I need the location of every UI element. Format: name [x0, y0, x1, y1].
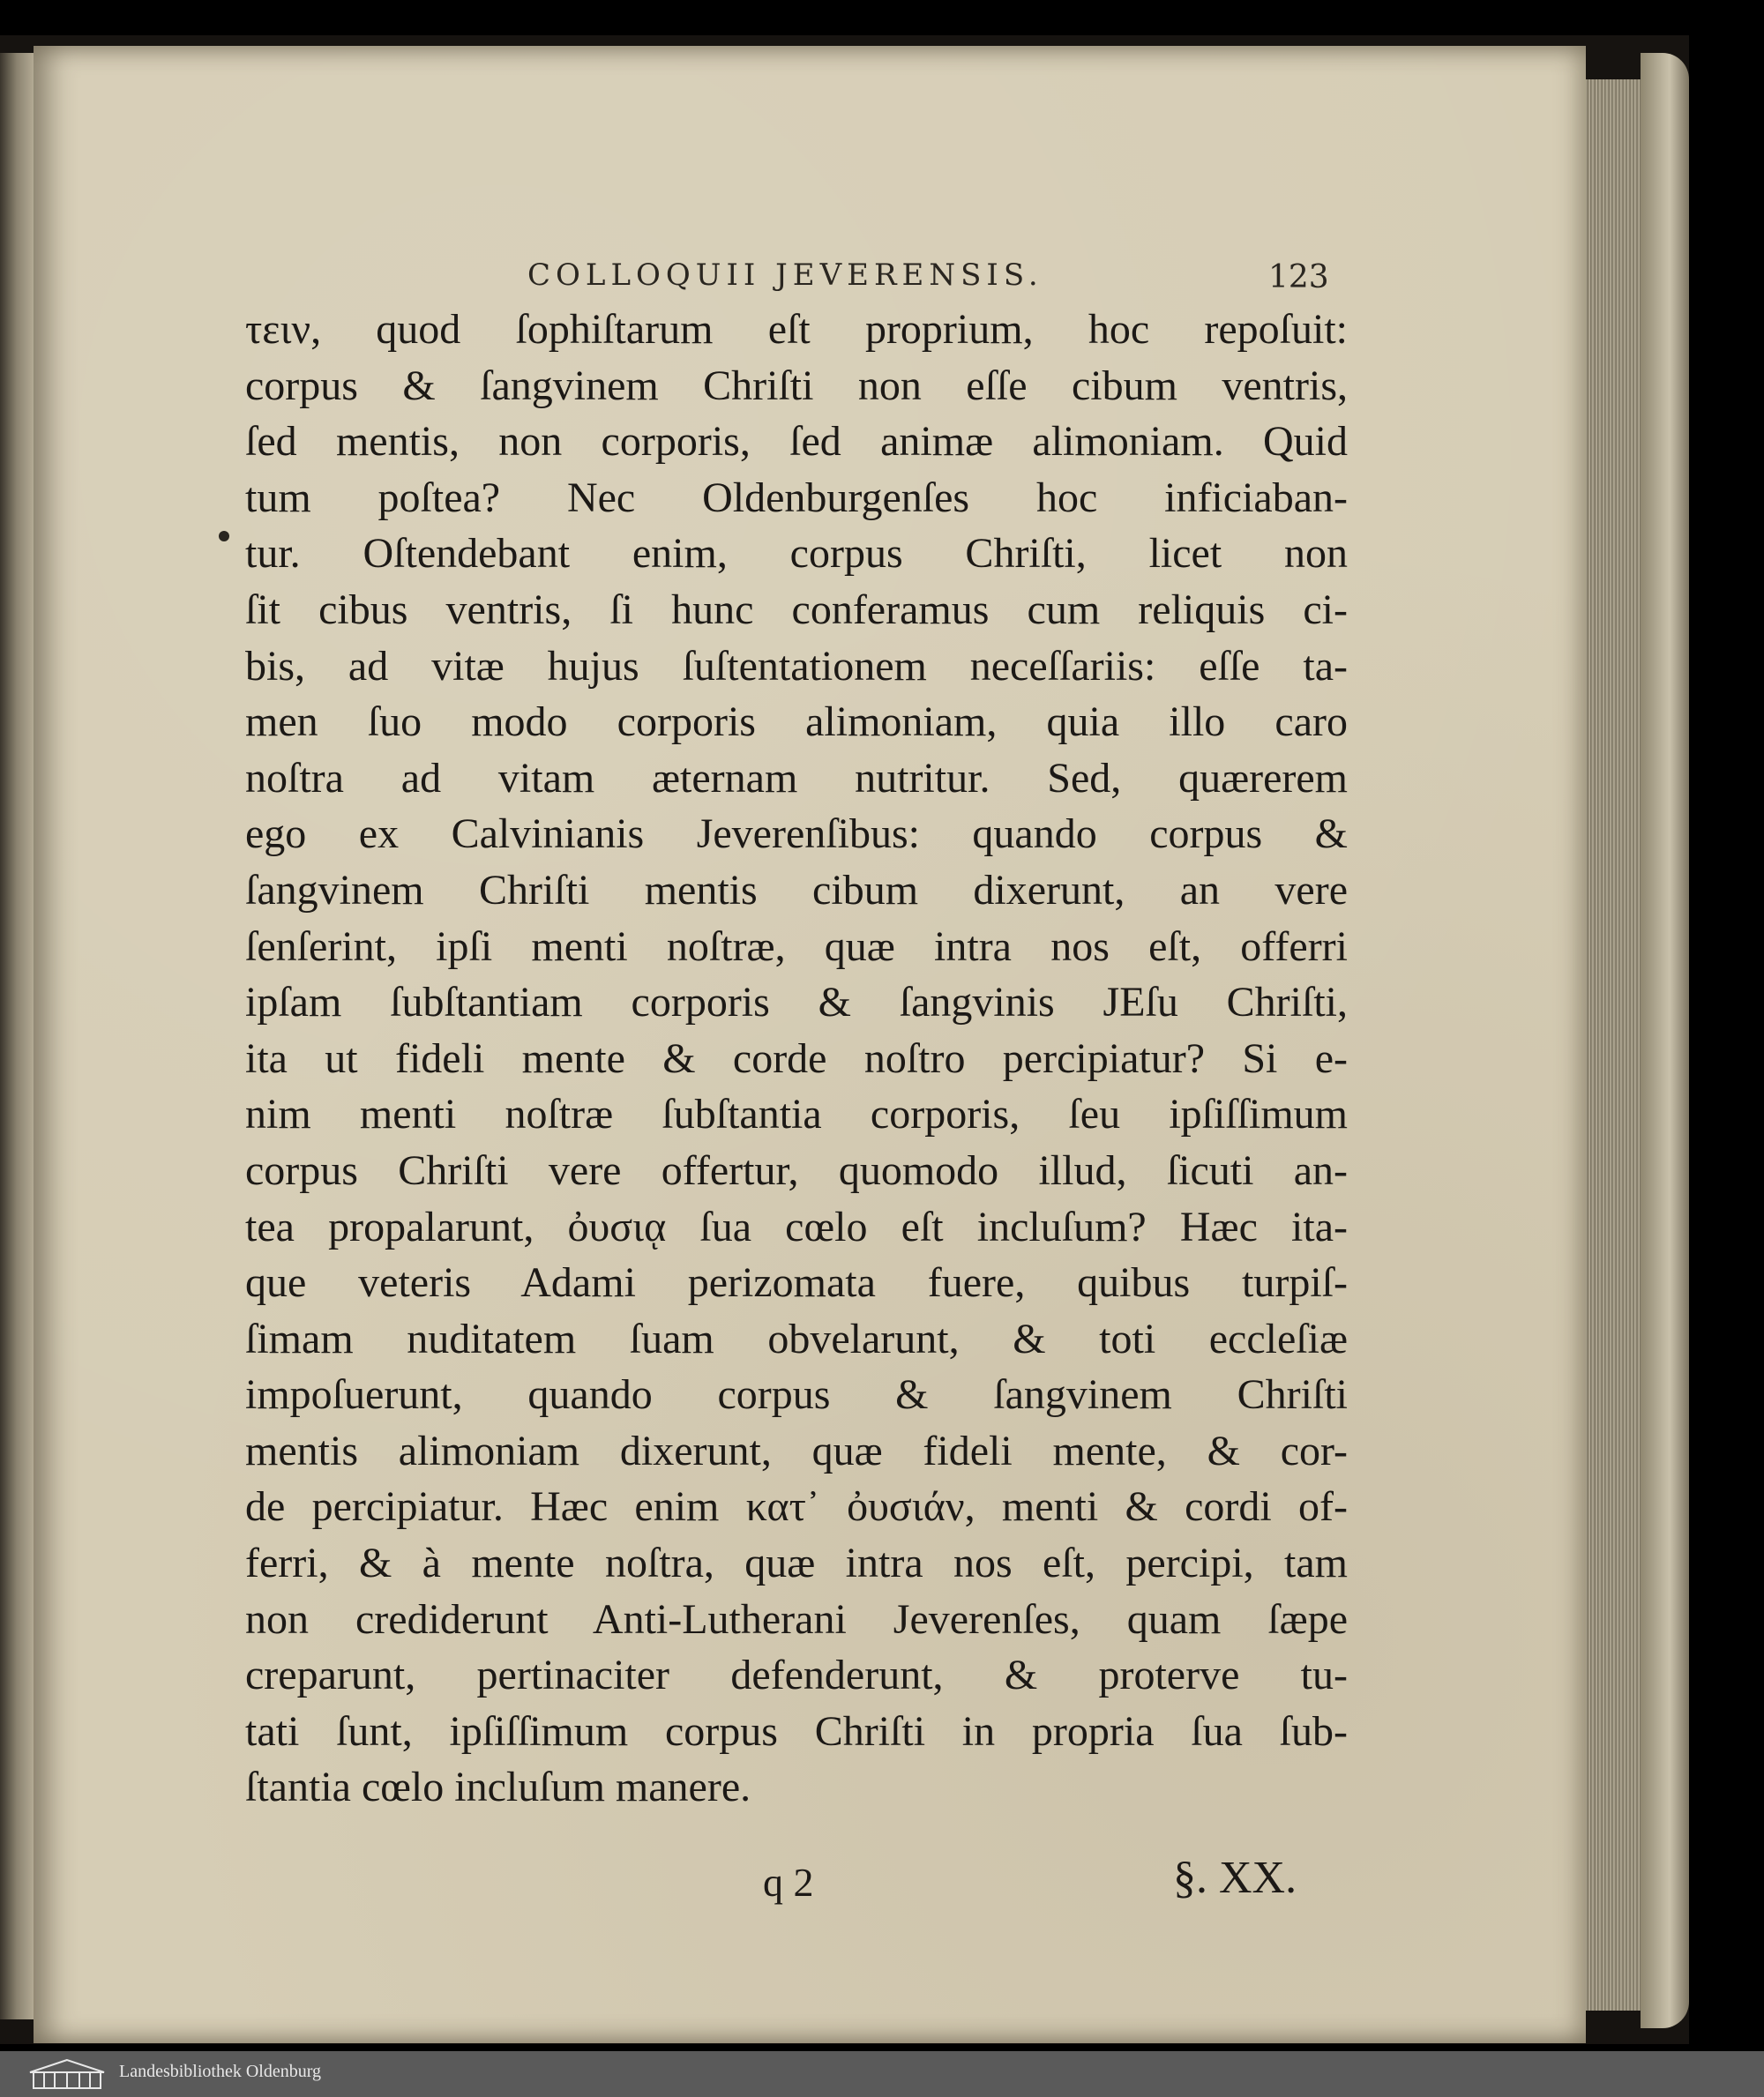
page-number: 123 — [1268, 259, 1329, 295]
text-line: corpus Chriſti vere offertur, quomodo illud, ſicuti an- — [245, 1146, 1348, 1194]
catchword: §. XX. — [1173, 1853, 1297, 1903]
text-line: ſtantia cœlo incluſum manere. — [245, 1764, 751, 1811]
text-line: impoſuerunt, quando corpus & ſangvinem Chriſti — [245, 1371, 1348, 1419]
text-line: ita ut fideli mente & corde noſtro percipiatur? Si e- — [245, 1034, 1348, 1082]
text-line: ſangvinem Chriſti mentis cibum dixerunt, an vere — [245, 866, 1348, 914]
body-text — [245, 302, 1348, 1816]
text-line: ſenſerint, ipſi menti noſtræ, quæ intra nos eſt, offerri — [245, 922, 1348, 970]
running-head: COLLOQUII JEVERENSIS. — [527, 257, 1043, 293]
text-line: mentis alimoniam dixerunt, quæ fideli mente, & cor- — [245, 1427, 1348, 1474]
text-line: ſed mentis, non corporis, ſed animæ alimoniam. Quid — [245, 418, 1348, 466]
text-line: corpus & ſangvinem Chriſti non eſſe cibum ventris, — [245, 362, 1348, 409]
left-page-edge — [0, 53, 34, 2019]
text-line: bis, ad vitæ hujus ſuſtentationem neceſſariis: eſſe ta- — [245, 642, 1348, 690]
text-line: ego ex Calvinianis Jeverenſibus: quando corpus & — [245, 810, 1348, 858]
text-line: ferri, & à mente noſtra, quæ intra nos eſt, percipi, tam — [245, 1540, 1348, 1587]
cover-edge — [1641, 53, 1689, 2028]
text-line: tati ſunt, ipſiſſimum corpus Chriſti in propria ſua ſub- — [245, 1707, 1348, 1755]
text-line: tur. Oſtendebant enim, corpus Chriſti, licet non — [245, 530, 1348, 578]
margin-dot — [219, 531, 229, 541]
text-line: ſit cibus ventris, ſi hunc conferamus cum reliquis ci- — [245, 586, 1348, 633]
text-line: nim menti noſtræ ſubſtantia corporis, ſeu ipſiſſimum — [245, 1091, 1348, 1138]
text-line: non crediderunt Anti-Lutherani Jeverenſes, quam ſæpe — [245, 1595, 1348, 1643]
text-line: τειν, quod ſophiſtarum eſt proprium, hoc repoſuit: — [245, 306, 1348, 353]
text-line: que veteris Adami perizomata fuere, quibus turpiſ- — [245, 1259, 1348, 1307]
text-line: ſimam nuditatem ſuam obvelarunt, & toti eccleſiæ — [245, 1315, 1348, 1362]
text-line: men ſuo modo corporis alimoniam, quia illo caro — [245, 698, 1348, 746]
library-building-icon — [26, 2058, 108, 2090]
text-line: ipſam ſubſtantiam corporis & ſangvinis JEſu Chriſti, — [245, 979, 1348, 1026]
text-line: de percipiatur. Hæc enim κατ᾽ ὀυσιάν, menti & cordi of- — [245, 1483, 1348, 1531]
library-name: Landesbibliothek Oldenburg — [119, 2062, 322, 2081]
signature-mark: q 2 — [763, 1860, 814, 1905]
text-line: creparunt, pertinaciter defenderunt, & proterve tu- — [245, 1652, 1348, 1699]
text-line: noſtra ad vitam æternam nutritur. Sed, quærerem — [245, 754, 1348, 802]
text-line: tea propalarunt, ὀυσιᾳ ſua cœlo eſt incluſum? Hæc ita- — [245, 1203, 1348, 1250]
book-page — [34, 46, 1586, 2043]
text-line: tum poſtea? Nec Oldenburgenſes hoc inficiaban- — [245, 474, 1348, 521]
